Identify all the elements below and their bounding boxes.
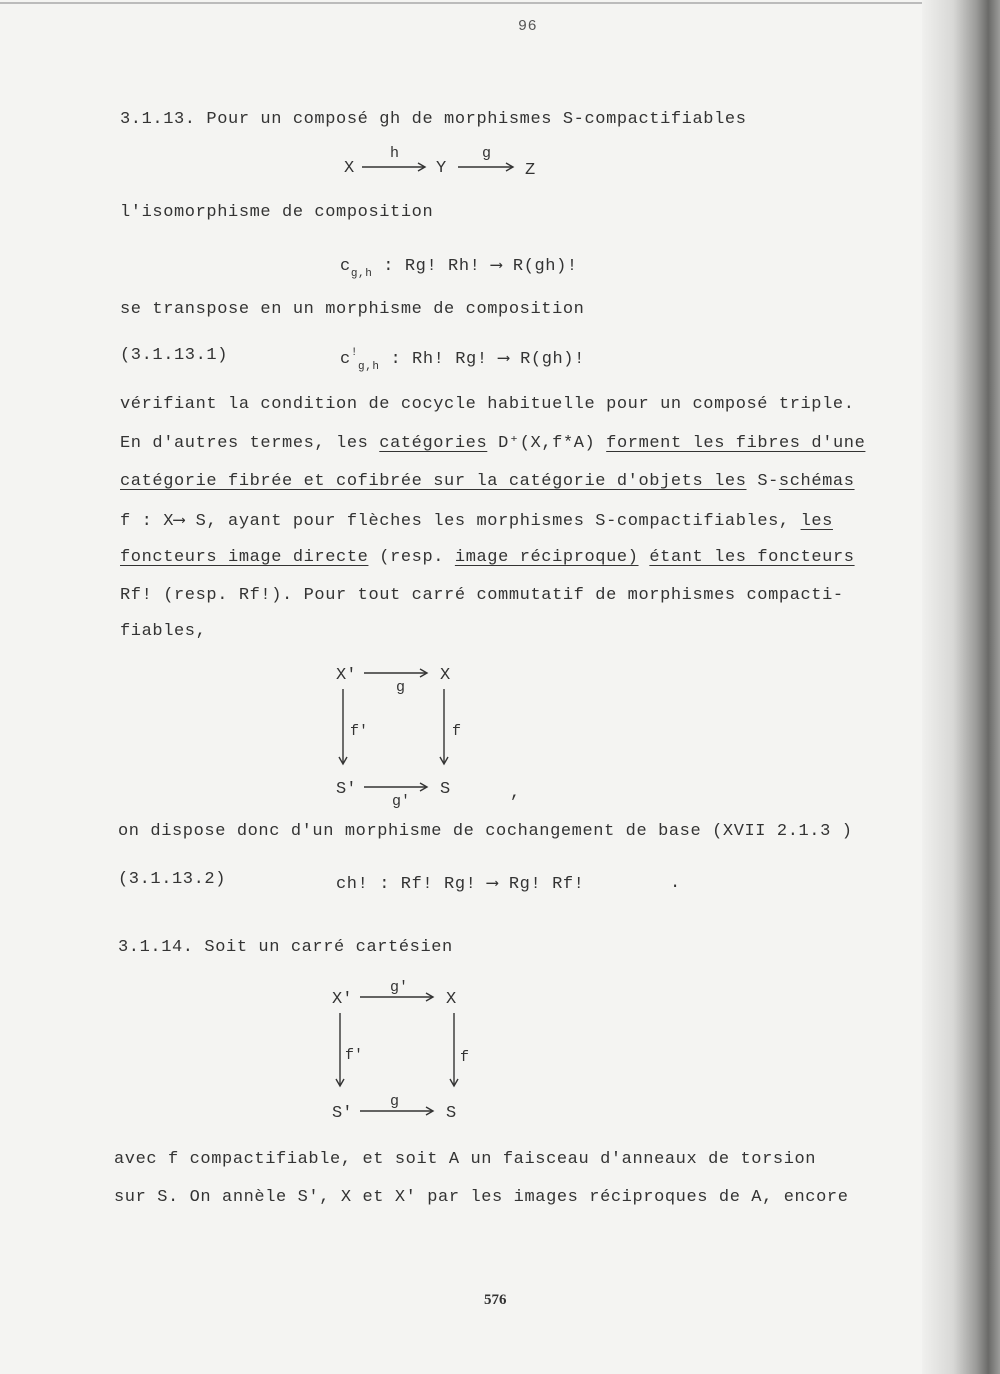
section-3-1-13-intro: 3.1.13. Pour un composé gh de morphismes S-compactifiables <box>120 110 747 129</box>
iso-formula <box>340 255 578 280</box>
eq1-sup: ! <box>350 347 359 359</box>
paragraph-line-5 <box>120 548 855 567</box>
section-3-1-14-line-1: avec f compactifiable, et soit A un faisceau d'anneaux de torsion <box>114 1150 817 1169</box>
sq1-tr: X <box>440 666 451 685</box>
line2-a: En d'autres termes, les <box>120 434 369 453</box>
sq1-bl: S' <box>336 780 357 799</box>
line5-resp: (resp. <box>379 548 445 567</box>
eq-3-1-13-2-label: (3.1.13.2) <box>118 870 227 889</box>
line2-fibres: forment les fibres d'une <box>606 434 866 453</box>
sq1-left-label: f' <box>350 723 369 740</box>
transpose-line: se transpose en un morphisme de composition <box>120 300 585 319</box>
section-3-1-14-line-2: sur S. On annèle S', X et X' par les images réciproques de A, encore <box>114 1188 849 1207</box>
seq-x: X <box>344 159 355 178</box>
eq-3-1-13-2-dot: . <box>670 874 681 893</box>
seq-z: Z <box>525 161 536 180</box>
sq2-tl: X' <box>332 990 353 1009</box>
header-page-number: 96 <box>518 18 538 35</box>
paragraph-line-4 <box>120 510 833 531</box>
eq1-c: c <box>340 350 351 369</box>
paragraph-line-3 <box>120 472 855 491</box>
eq-3-1-13-2-formula: ch! : Rf! Rg! ⟶ Rg! Rf! <box>336 875 585 894</box>
sq1-top-label: g <box>396 679 406 696</box>
iso-c: c <box>340 257 351 276</box>
paragraph-line-2 <box>120 432 865 453</box>
line3-s: S- <box>757 472 779 491</box>
line3-schemas: schémas <box>778 472 855 491</box>
paragraph-line-1: vérifiant la condition de cocycle habituelle pour un composé triple. <box>120 395 855 414</box>
line2-categories: catégories <box>379 434 488 453</box>
paragraph-line-6: Rf! (resp. Rf!). Pour tout carré commutatif de morphismes compacti- <box>120 586 844 605</box>
line3-fibered: catégorie fibrée et cofibrée sur la catégorie d'objets les <box>120 472 747 491</box>
line5-inverse: image réciproque) <box>454 548 639 567</box>
eq-3-1-13-1-label: (3.1.13.1) <box>120 346 229 365</box>
paragraph-line-7: fiables, <box>120 622 207 641</box>
iso-intro: l'isomorphisme de composition <box>120 203 434 222</box>
binding-shadow <box>922 0 1000 1374</box>
sq2-br: S <box>446 1104 457 1123</box>
sq2-right-label: f <box>460 1049 470 1066</box>
seq-h: h <box>390 145 400 162</box>
eq1-sub: g,h <box>358 361 380 373</box>
sq2-top-label: g' <box>390 979 409 996</box>
sq1-comma: , <box>510 784 521 803</box>
seq-y: Y <box>436 159 447 178</box>
sq1-bottom-label: g' <box>392 793 411 810</box>
section-3-1-14-intro: 3.1.14. Soit un carré cartésien <box>118 938 453 957</box>
cochange-line: on dispose donc d'un morphisme de cochangement de base (XVII 2.1.3 ) <box>118 822 853 841</box>
line4-les: les <box>800 512 833 531</box>
top-edge-line <box>0 2 1000 4</box>
iso-sub: g,h <box>350 268 373 280</box>
footer-page-number: 576 <box>484 1292 507 1308</box>
iso-rest: : Rg! Rh! ⟶ R(gh)! <box>383 257 578 276</box>
sq1-right-label: f <box>452 723 462 740</box>
sq2-bottom-label: g <box>390 1093 400 1110</box>
line5-direct: foncteurs image directe <box>120 548 369 567</box>
composition-sequence <box>340 145 550 180</box>
sq2-bl: S' <box>332 1104 353 1123</box>
sq1-tl: X' <box>336 666 357 685</box>
line4-a: f : X⟶ S, ayant pour flèches les morphismes S-compactifiables, <box>120 512 790 531</box>
sq2-left-label: f' <box>345 1047 364 1064</box>
sq2-tr: X <box>446 990 457 1009</box>
line5-functors: étant les foncteurs <box>649 548 855 567</box>
cartesian-square <box>326 975 496 1130</box>
eq-3-1-13-1-formula <box>340 347 585 373</box>
seq-g: g <box>482 145 492 162</box>
commutative-square-1 <box>330 655 530 815</box>
line2-derived: D⁺(X,f*A) <box>498 434 596 453</box>
sq1-br: S <box>440 780 451 799</box>
eq1-rest: : Rh! Rg! ⟶ R(gh)! <box>390 350 585 369</box>
